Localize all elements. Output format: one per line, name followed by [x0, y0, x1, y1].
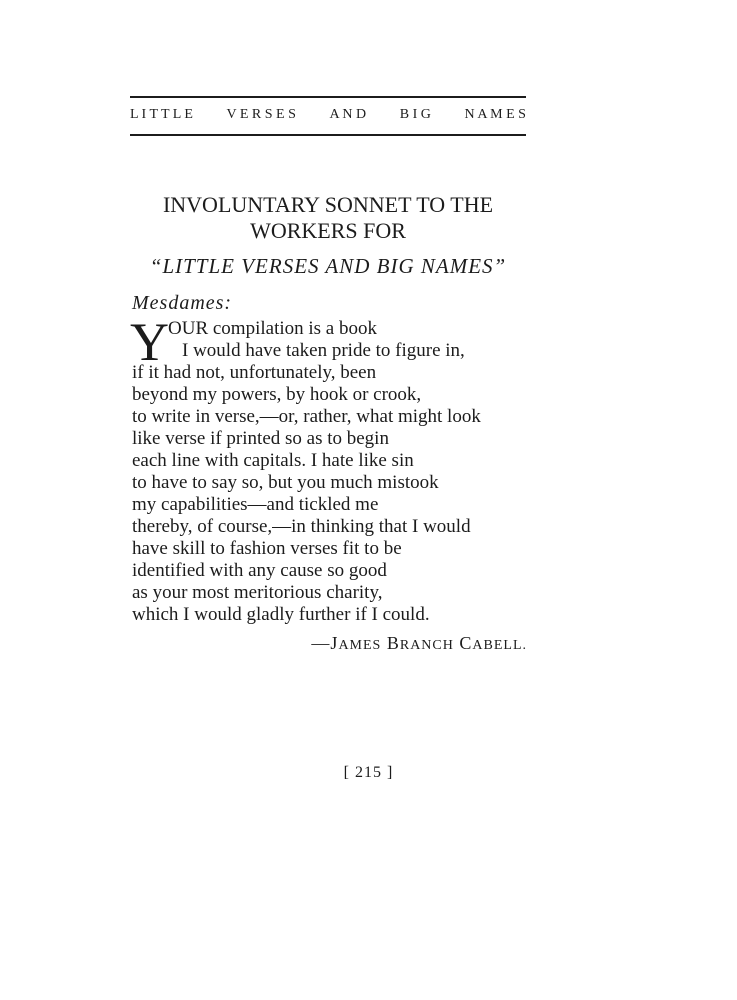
- running-head: [130, 107, 526, 123]
- author-signature: [311, 633, 527, 654]
- running-head-word: A N D: [329, 107, 367, 122]
- poem-line: beyond my powers, by hook or crook,: [132, 384, 422, 405]
- poem-line: I would have taken pride to figure in,: [182, 340, 465, 361]
- poem-line: which I would gladly further if I could.: [132, 604, 430, 625]
- signature-dash: —: [311, 633, 331, 653]
- poem-title: [130, 192, 526, 244]
- drop-cap: Y: [130, 312, 169, 372]
- signature-smallcaps: AMES: [338, 638, 382, 653]
- poem-line: have skill to fashion verses fit to be: [132, 538, 402, 559]
- poem-line: identified with any cause so good: [132, 560, 387, 581]
- poem-body: [132, 318, 532, 626]
- poem-line: if it had not, unfortunately, been: [132, 362, 377, 383]
- poem-title-line: WORKERS FOR: [250, 218, 406, 243]
- running-head-word: B I G: [399, 107, 431, 122]
- signature-initial: C: [459, 633, 473, 653]
- poem-line: my capabilities—and tickled me: [132, 494, 379, 515]
- header-rule-top: [130, 96, 526, 98]
- poem-line: to write in verse,—or, rather, what might look: [132, 406, 481, 427]
- poem-line: each line with capitals. I hate like sin: [132, 450, 414, 471]
- running-head-word: V E R S E S: [226, 107, 296, 122]
- poem-subtitle: “LITTLE VERSES AND BIG NAMES”: [149, 254, 507, 278]
- poem-line: thereby, of course,—in thinking that I would: [132, 516, 471, 537]
- page-number: [ 215 ]: [343, 764, 394, 781]
- signature-smallcaps: RANCH: [399, 638, 454, 653]
- poem-line: as your most meritorious charity,: [132, 582, 383, 603]
- signature-initial: J: [330, 633, 339, 653]
- header-rule-bottom: [130, 134, 526, 136]
- signature-smallcaps: ABELL.: [472, 638, 527, 653]
- salutation: Mesdames:: [132, 292, 233, 314]
- poem-line: like verse if printed so as to begin: [132, 428, 389, 449]
- running-head-word: L I T T L E: [130, 107, 193, 122]
- running-head-word: N A M E S: [464, 107, 526, 122]
- poem-line: to have to say so, but you much mistook: [132, 472, 439, 493]
- signature-initial: B: [386, 633, 400, 653]
- poem-title-line: INVOLUNTARY SONNET TO THE: [162, 192, 494, 217]
- poem-line: OUR compilation is a book: [168, 318, 377, 339]
